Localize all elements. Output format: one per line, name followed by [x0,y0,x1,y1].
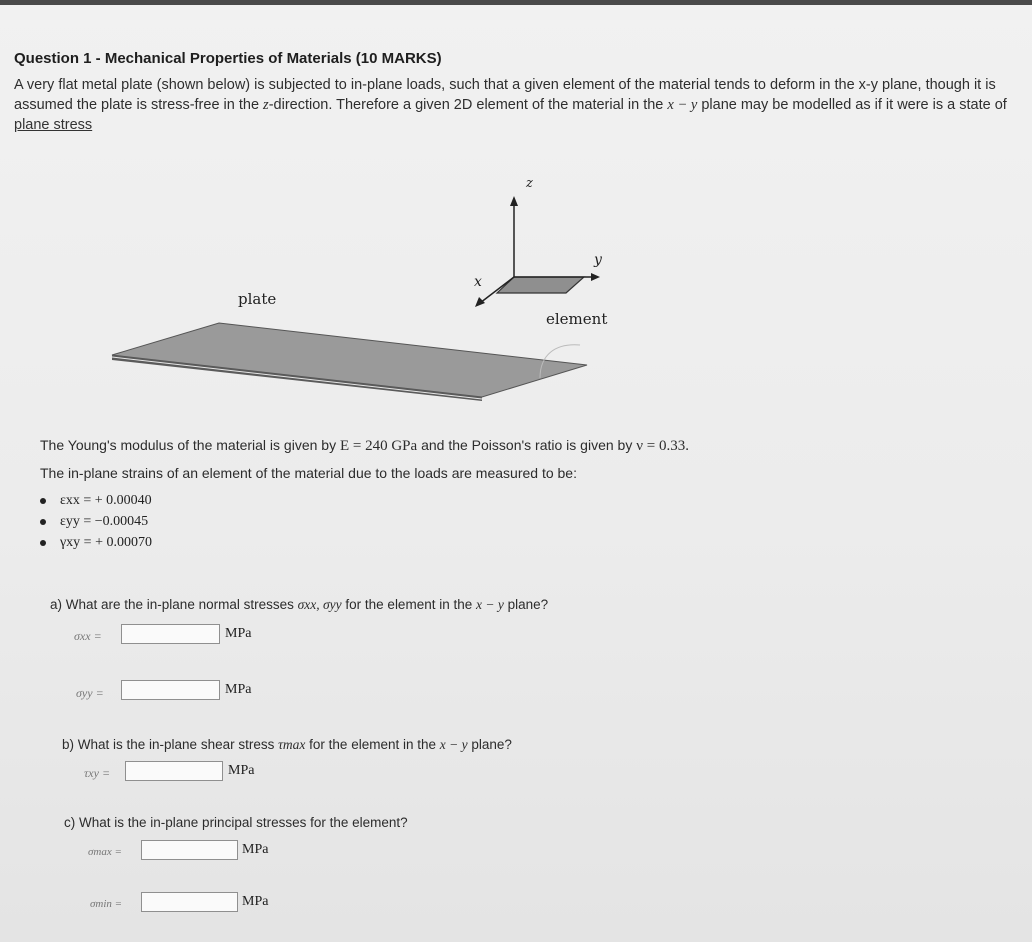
tau-xy-input[interactable] [125,761,223,781]
strain-item-exx [40,493,152,509]
intro-text-2: -direction. Therefore a given 2D element of the material in the [268,97,668,113]
poisson-ratio-expr: ν = 0.33. [636,438,689,454]
part-b-xy: x − y [439,737,468,752]
part-a-symbols: σxx, σyy [297,597,342,612]
strain-item-eyy [40,514,148,530]
sigma-xx-input[interactable] [121,624,220,644]
strain-gxy-value: γxy = + 0.00070 [60,535,152,550]
intro-text-3: plane may be modelled as if it were is a state of [697,97,1007,113]
material-properties-line [40,437,689,455]
sigma-yy-unit: MPa [225,682,252,697]
part-a-text-3: plane? [503,597,549,612]
tau-xy-label: τxy = [84,766,111,780]
sigma-yy-input[interactable] [121,680,220,700]
part-b-symbol: τmax [278,737,306,752]
sigma-max-input[interactable] [141,840,238,860]
bullet-dot [40,540,46,546]
strains-intro: The in-plane strains of an element of the material due to the loads are measured to be: [40,465,577,481]
tau-xy-unit: MPa [228,763,255,778]
z-axis-label: z [526,176,533,191]
part-b-text-3: plane? [467,737,512,752]
strain-eyy-value: εyy = −0.00045 [60,514,149,529]
intro-text-1: A very flat metal plate (shown below) is subjected to in-plane loads, such that a given element of the material tends to deform in the x-y plane, though it is assumed the plate is stress-free in the [14,77,996,113]
sigma-xx-unit: MPa [225,626,252,641]
sigma-min-unit: MPa [242,894,269,909]
part-b-text-2: for the element in the [305,737,440,752]
part-b-question [62,737,512,753]
y-axis-label: y [594,252,602,268]
x-axis-arrowhead [475,297,485,307]
sigma-min-input[interactable] [141,892,238,912]
sigma-xx-label: σxx = [74,629,102,643]
x-axis-label: x [474,274,482,290]
youngs-modulus-expr: E = 240 GPa [339,438,418,454]
intro-xy-symbol: x − y [667,97,698,113]
part-c-question: c) What is the in-plane principal stresses for the element? [64,815,408,830]
plane-stress-link[interactable]: plane stress [14,117,93,133]
element-label: element [546,310,608,328]
sigma-min-label: σmin = [90,898,123,910]
part-a-question [50,597,548,613]
bullet-dot [40,519,46,525]
bullet-dot [40,498,46,504]
strain-item-gxy [40,535,152,551]
part-b-text-1: b) What is the in-plane shear stress [62,737,279,752]
strain-exx-value: εxx = + 0.00040 [60,493,152,508]
sigma-yy-label: σyy = [76,686,104,700]
part-a-text-1: a) What are the in-plane normal stresses [50,597,298,612]
y-axis-arrowhead [591,273,600,281]
z-axis-arrowhead [510,196,518,206]
sigma-max-label: σmax = [88,846,122,858]
plate-label: plate [238,290,277,308]
material-text-1: The Young's modulus of the material is given by [40,437,340,453]
sigma-max-unit: MPa [242,842,269,857]
part-a-xy: x − y [475,597,504,612]
intro-z-symbol: z [263,97,269,113]
part-a-text-2: for the element in the [341,597,476,612]
material-text-2: and the Poisson's ratio is given by [417,437,637,453]
question-title: Question 1 - Mechanical Properties of Materials (10 MARKS) [14,50,442,67]
